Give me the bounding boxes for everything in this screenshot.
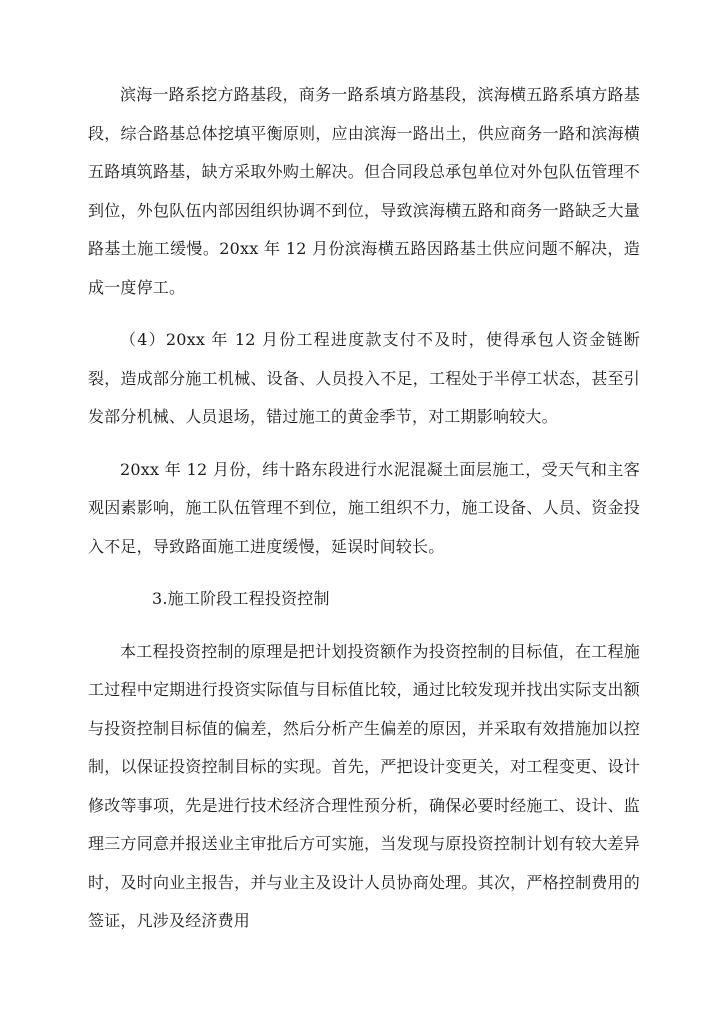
paragraph-roadbed-supply: 滨海一路系挖方路基段，商务一路系填方路基段，滨海横五路系填方路基段，综合路基总体挖填平衡原则，应由滨海一路出土，供应商务一路和滨海横五路填筑路基，缺方采取外购土解决。但合同段总承包单位对外包队伍管理不到位，外包队伍内部因组织协调不到位，导致滨海横五路和商务一路缺乏大量路基土施工缓慢。20xx 年 12 月份滨海横五路因路基土供应问题不解决，造成一度停工。 [88,85,640,297]
paragraph-concrete-surface: 20xx 年 12 月份，纬十路东段进行水泥混凝土面层施工，受天气和主客观因素影响，施工队伍管理不到位，施工组织不力，施工设备、人员、资金投入不足，导致路面施工进度缓慢，延误时间较长。 [88,459,640,556]
section-heading [88,580,640,619]
section-title: 施工阶段工程投资控制 [167,589,330,608]
section-number: 3. [152,589,168,608]
paragraph-payment-delay: （4）20xx 年 12 月份工程进度款支付不及时，使得承包人资金链断裂，造成部分施工机械、设备、人员投入不足，工程处于半停工状态，甚至引发部分机械、人员退场，错过施工的黄金季节，对工期影响较大。 [88,330,640,426]
paragraph-investment-control: 本工程投资控制的原理是把计划投资额作为投资控制的目标值，在工程施工过程中定期进行投资实际值与目标值比较，通过比较发现并找出实际支出额与投资控制目标值的偏差，然后分析产生偏差的原因，并采取有效措施加以控制，以保证投资控制目标的实现。首先，严把设计变更关，对工程变更、设计修改等事项，先是进行技术经济合理性预分析，确保必要时经施工、设计、监理三方同意并报送业主审批后方可实施，当发现与原投资控制计划有较大差异时，及时向业主报告，并与业主及设计人员协商处理。其次，严格控制费用的签证，凡涉及经济费用 [88,641,640,930]
document-body [88,76,640,955]
